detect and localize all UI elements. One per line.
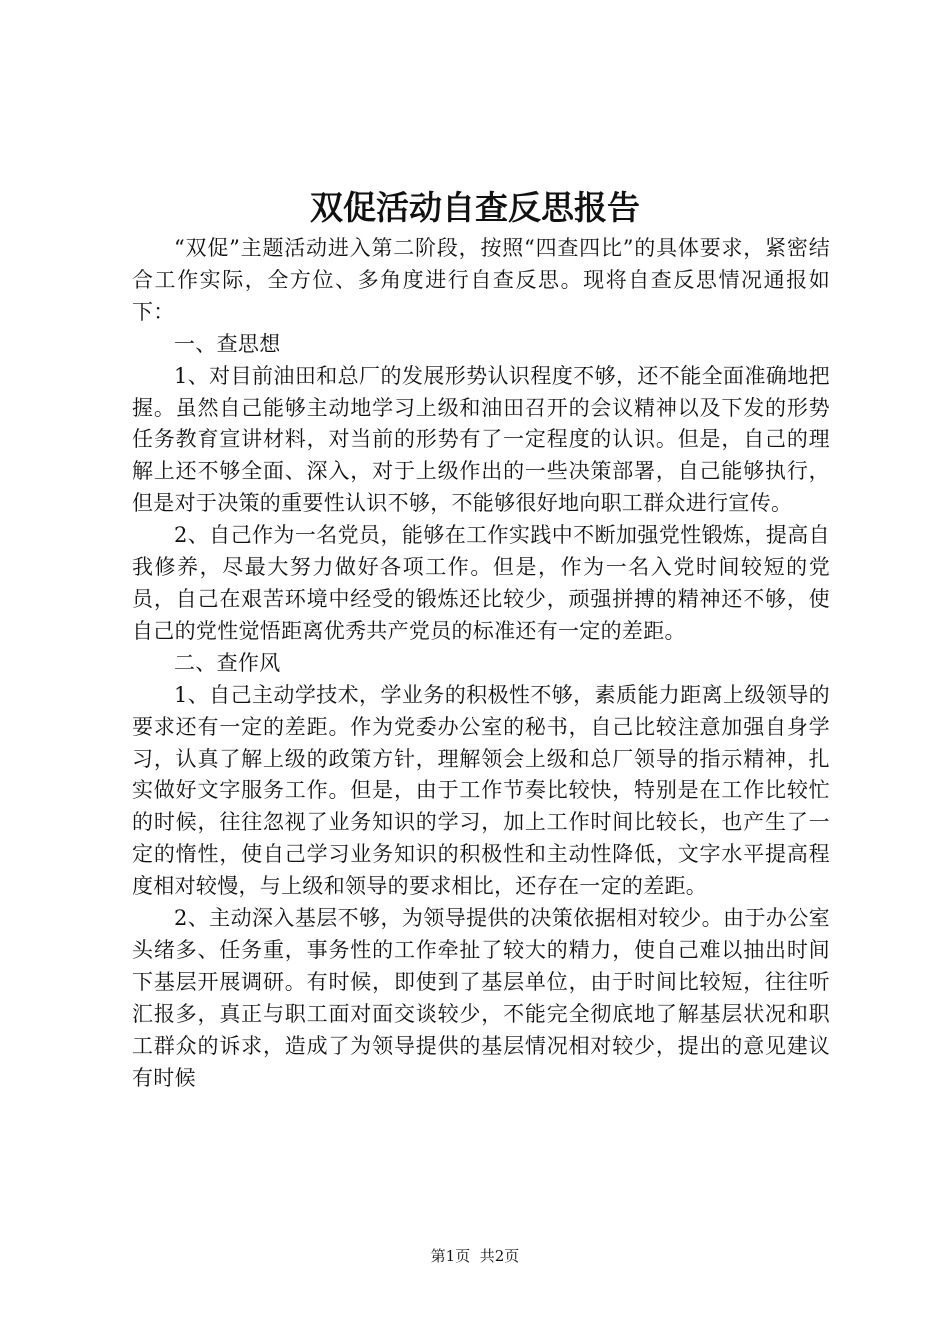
- page-number: 第1页: [430, 1247, 471, 1265]
- body-paragraph: 2、自己作为一名党员，能够在工作实践中不断加强党性锻炼，提高自我修养，尽最大努力做好各项工作。但是，作为一名入党时间较短的党员，自己在艰苦环境中经受的锻炼还比较少，顽强拼搏的精神还不够，使自己的党性觉悟距离优秀共产党员的标准还有一定的差距。: [132, 523, 830, 643]
- document-title: 双促活动自查反思报告: [310, 188, 640, 227]
- footer-spacer: [470, 1247, 480, 1265]
- section-heading-style: 二、查作风: [174, 650, 281, 675]
- section-heading-thought: 一、查思想: [174, 331, 281, 356]
- document-body: [132, 233, 830, 1094]
- intro-paragraph: “双促”主题活动进入第二阶段，按照“四查四比”的具体要求，紧密结合工作实际，全方位、多角度进行自查反思。现将自查反思情况通报如下：: [132, 236, 830, 324]
- body-paragraph: 1、对目前油田和总厂的发展形势认识程度不够，还不能全面准确地把握。虽然自己能够主动地学习上级和油田召开的会议精神以及下发的形势任务教育宣讲材料，对当前的形势有了一定程度的认识。但是，自己的理解上还不够全面、深入，对于上级作出的一些决策部署，自己能够执行，但是对于决策的重要性认识不够，不能够很好地向职工群众进行宣传。: [132, 363, 830, 516]
- page-total: 共2页: [479, 1247, 520, 1265]
- body-paragraph: 1、自己主动学技术，学业务的积极性不够，素质能力距离上级领导的要求还有一定的差距。作为党委办公室的秘书，自己比较注意加强自身学习，认真了解上级的政策方针，理解领会上级和总厂领导的指示精神，扎实做好文字服务工作。但是，由于工作节奏比较快，特别是在工作比较忙的时候，往往忽视了业务知识的学习，加上工作时间比较长，也产生了一定的惰性，使自己学习业务知识的积极性和主动性降低，文字水平提高程度相对较慢，与上级和领导的要求相比，还存在一定的差距。: [132, 682, 830, 899]
- body-paragraph: 2、主动深入基层不够，为领导提供的决策依据相对较少。由于办公室头绪多、任务重，事务性的工作牵扯了较大的精力，使自己难以抽出时间下基层开展调研。有时候，即使到了基层单位，由于时间比较短，往往听汇报多，真正与职工面对面交谈较少，不能完全彻底地了解基层状况和职工群众的诉求，造成了为领导提供的基层情况相对较少，提出的意见建议有时候: [132, 906, 830, 1090]
- page-footer: [0, 1246, 950, 1266]
